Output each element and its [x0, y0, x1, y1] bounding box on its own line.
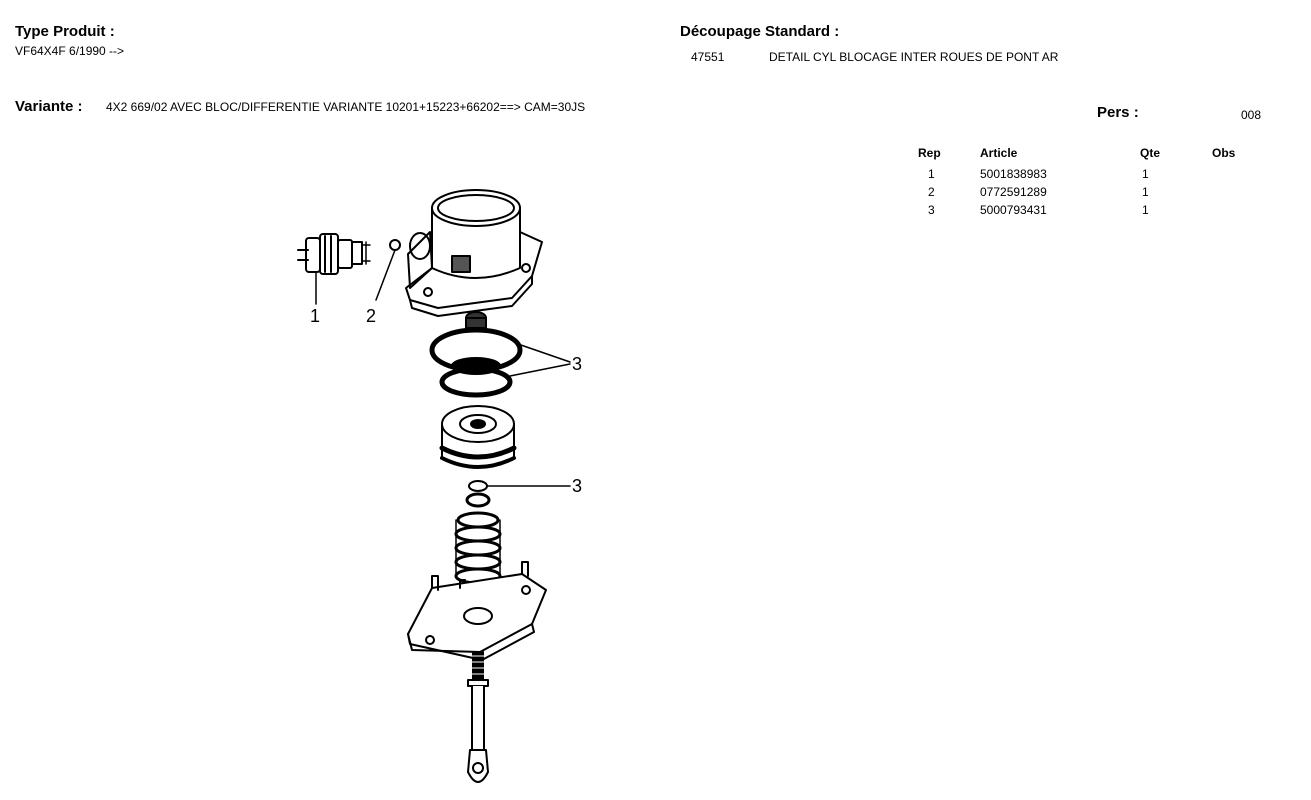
cell-rep: 3 — [928, 203, 935, 217]
cell-qte: 1 — [1142, 185, 1149, 199]
cell-rep: 2 — [928, 185, 935, 199]
spring-part — [456, 513, 500, 583]
type-produit-value: VF64X4F 6/1990 --> — [15, 44, 125, 58]
cell-qte: 1 — [1142, 167, 1149, 181]
exploded-parts-diagram — [270, 170, 610, 795]
variante-label: Variante : — [15, 98, 83, 115]
base-plate — [408, 562, 546, 660]
type-produit-label: Type Produit : — [15, 23, 115, 40]
o-ring-small-part-3 — [469, 481, 487, 491]
header-rep: Rep — [918, 146, 941, 160]
callout-3b: 3 — [572, 476, 583, 496]
callout-3a: 3 — [572, 354, 583, 374]
cell-article: 0772591289 — [980, 185, 1047, 199]
parts-table — [918, 146, 1252, 220]
decoupage-label: Découpage Standard : — [680, 23, 840, 40]
switch-part-1 — [298, 234, 370, 274]
piston-part — [442, 406, 514, 467]
cell-article: 5001838983 — [980, 167, 1047, 181]
washer — [467, 494, 489, 506]
decoupage-description: DETAIL CYL BLOCAGE INTER ROUES DE PONT AR — [769, 50, 1059, 64]
header-obs: Obs — [1212, 146, 1236, 160]
washer-part-2 — [390, 240, 400, 250]
nut-part — [466, 312, 486, 328]
cell-obs — [1212, 166, 1252, 184]
header-article: Article — [980, 146, 1018, 160]
cell-qte: 1 — [1142, 203, 1149, 217]
pers-label: Pers : — [1097, 104, 1139, 121]
cell-rep: 1 — [928, 167, 935, 181]
pers-value: 008 — [1241, 108, 1262, 122]
cell-article: 5000793431 — [980, 203, 1047, 217]
cell-obs — [1212, 202, 1252, 220]
cylinder-housing — [406, 190, 542, 316]
callout-2: 2 — [366, 306, 377, 326]
decoupage-code: 47551 — [691, 50, 725, 64]
table-row[interactable] — [918, 202, 1252, 220]
push-rod — [468, 652, 488, 782]
header-qte: Qte — [1140, 146, 1161, 160]
o-ring-large-part-3 — [432, 330, 520, 395]
table-row[interactable] — [918, 184, 1252, 202]
variante-value: 4X2 669/02 AVEC BLOC/DIFFERENTIE VARIANTE 10201+15223+66202==> CAM=30JS — [106, 100, 586, 114]
table-row[interactable] — [918, 166, 1252, 184]
cell-obs — [1212, 184, 1252, 202]
table-header-row — [918, 146, 1252, 166]
callout-1: 1 — [310, 306, 321, 326]
